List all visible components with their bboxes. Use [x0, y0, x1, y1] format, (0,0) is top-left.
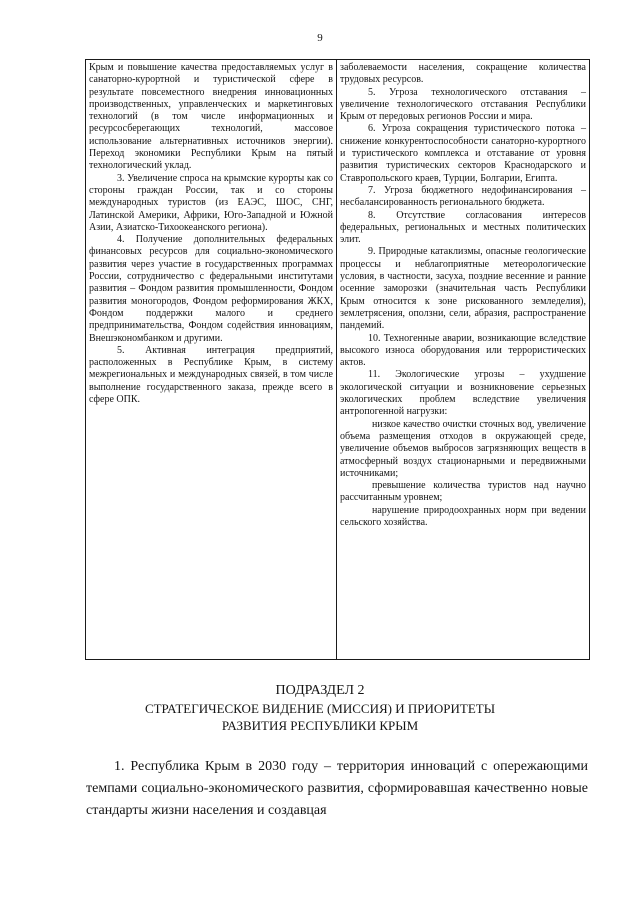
table-paragraph: 5. Угроза технологического отставания – увеличение технологического отставания Республики Крым от передовых регионов России и мира.: [340, 86, 586, 123]
body-paragraph: 1. Республика Крым в 2030 году – территория инноваций с опережающими темпами социально-экономического развития, сформировавшая качественно новые стандарты жизни населения и создавцая: [86, 759, 588, 818]
swot-table: [85, 59, 590, 660]
table-paragraph: заболеваемости населения, сокращение количества трудовых ресурсов.: [340, 62, 586, 86]
table-paragraph: 3. Увеличение спроса на крымские курорты как со стороны граждан России, так и со стороны международных туристов (из ЕАЭС, ШОС, СНГ, Латинской Америки, Африки, Юго-Западной и Южной Азии, Азиатско-Тихоокеанского региона).: [89, 172, 333, 233]
table-paragraph: 10. Техногенные аварии, возникающие вследствие высокого износа оборудования или террористических актов.: [340, 332, 586, 369]
table-paragraph: 6. Угроза сокращения туристического потока – снижение конкурентоспособности санаторно-курортного и туристического комплекса и отставание от уровня развития туристических секторов Краснодарского и Ставропольского краев, Турции, Болгарии, Египта.: [340, 123, 586, 184]
table-paragraph: 8. Отсутствие согласования интересов федеральных, региональных и местных политических элит.: [340, 209, 586, 246]
table-paragraph: 5. Активная интеграция предприятий, расположенных в Республике Крым, в систему межрегиональных и международных связей, в том числе выполнение государственного заказа, прежде всего в сфере ОПК.: [89, 344, 333, 406]
table-paragraph: низкое качество очистки сточных вод, увеличение объема размещения отходов в окружающей среде, увеличение объемов выбросов загрязняющих веществ в атмосферный воздух стационарными и передвижными источниками;: [340, 418, 586, 479]
threats-column: [337, 60, 589, 659]
table-paragraph: Крым и повышение качества предоставляемых услуг в санаторно-курортной и туристической сфере в результате повсеместного внедрения инновационных производственных, управленческих и маркетинговых технологий (в том числе информационных и ресурсосберегающих технологий, массовое использование альтернативных источников энергии). Переход экономики Республики Крым на пятый технологический уклад.: [89, 62, 333, 172]
section-subheading: ПОДРАЗДЕЛ 2: [275, 683, 365, 698]
table-paragraph: превышение количества туристов над научно рассчитанным уровнем;: [340, 480, 586, 504]
table-paragraph: 4. Получение дополнительных федеральных финансовых ресурсов для социально-экономического развития через участие в государственных программах России, сотрудничество с федеральными институтами развития – Фондом развития промышленности, Фондом развития моногородов, Фондом реформирования ЖКХ, Фондом поддержки малого и среднего предпринимательства, Фондом содействия инновациям, Внешэкономбанком и другими.: [89, 234, 333, 344]
page-number: 9: [317, 32, 323, 44]
section-title: [0, 700, 640, 734]
section-title-line: СТРАТЕГИЧЕСКОЕ ВИДЕНИЕ (МИССИЯ) И ПРИОРИТЕТЫ: [144, 701, 496, 716]
table-paragraph: 9. Природные катаклизмы, опасные геологические процессы и неблагоприятные метеорологические условия, в частности, засуха, поздние весенние и ранние осенние заморозки (значительная часть Республики Крым относится к зоне рискованного земледелия), землетрясения, оползни, сели, абразия, распространение пандемий.: [340, 246, 586, 332]
opportunities-column: [86, 60, 337, 659]
table-paragraph: нарушение природоохранных норм при ведении сельского хозяйства.: [340, 504, 586, 528]
table-paragraph: 11. Экологические угрозы – ухудшение экологической ситуации и возникновение серьезных экологических проблем вследствие увеличения антропогенной нагрузки:: [340, 369, 586, 418]
table-paragraph: 7. Угроза бюджетного недофинансирования – несбалансированность регионального бюджета.: [340, 184, 586, 209]
body-text: [86, 756, 588, 822]
section-title-line: РАЗВИТИЯ РЕСПУБЛИКИ КРЫМ: [221, 718, 419, 733]
